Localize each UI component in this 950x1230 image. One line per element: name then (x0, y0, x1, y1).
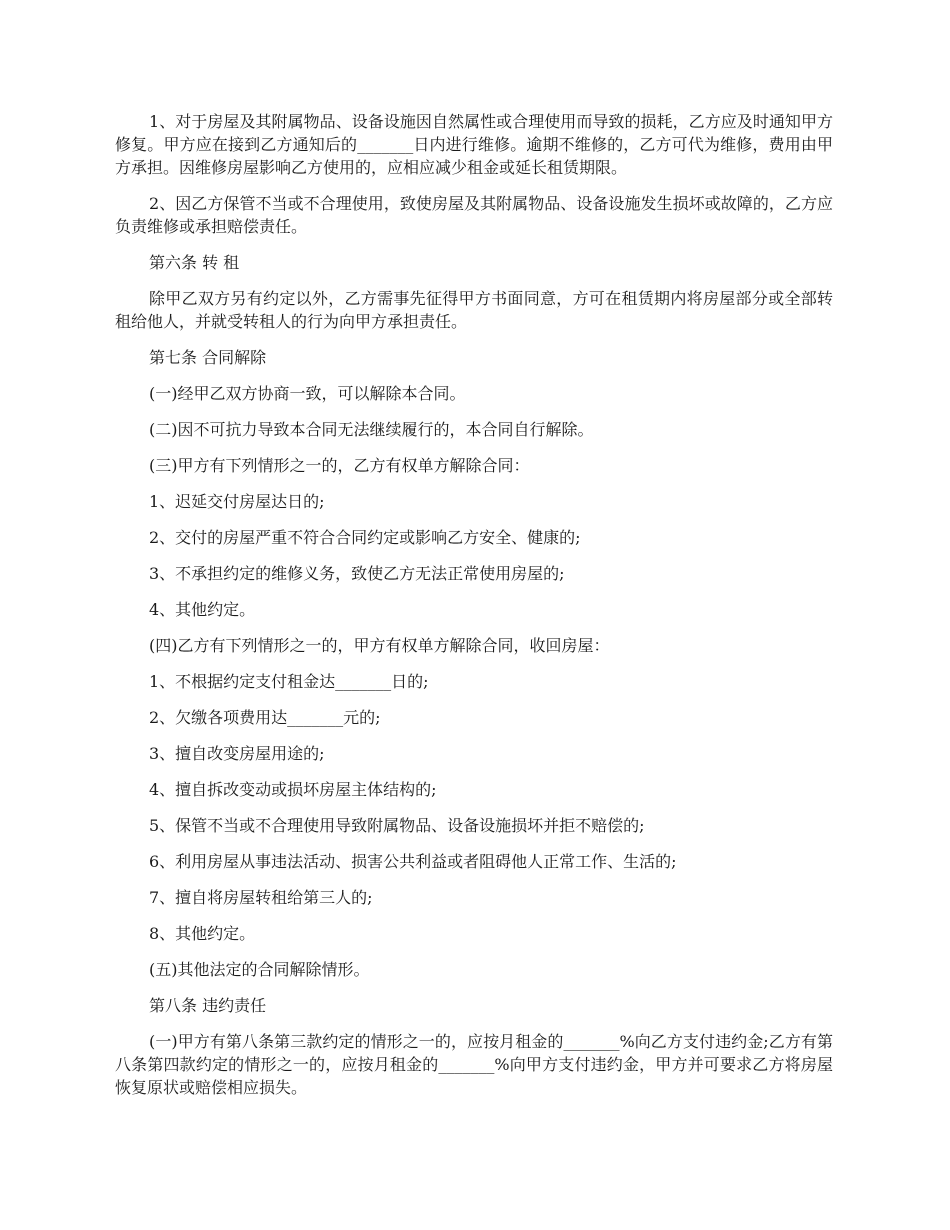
item-4-sub-8: 8、其他约定。 (149, 924, 256, 943)
item-3-sub-3: 3、不承担约定的维修义务，致使乙方无法正常使用房屋的; (149, 564, 565, 583)
article-6-body: 除甲乙双方另有约定以外，乙方需事先征得甲方书面同意，方可在租赁期内将房屋部分或全部转租给他人，并就受转租人的行为向甲方承担责任。 (115, 289, 833, 331)
article-7-item-1: (一)经甲乙双方协商一致，可以解除本合同。 (149, 384, 466, 403)
item-3-sub-4: 4、其他约定。 (149, 600, 256, 619)
article-7-item-4: (四)乙方有下列情形之一的，甲方有权单方解除合同，收回房屋： (149, 636, 610, 655)
article-6-heading: 第六条 转 租 (149, 253, 240, 272)
item-4-sub-2: 2、欠缴各项费用达_______元的; (149, 708, 381, 727)
article-7-item-5: (五)其他法定的合同解除情形。 (149, 960, 370, 979)
item-3-sub-2: 2、交付的房屋严重不符合合同约定或影响乙方安全、健康的; (149, 528, 581, 547)
article-7-item-2: (二)因不可抗力导致本合同无法继续履行的，本合同自行解除。 (149, 420, 594, 439)
article-7-heading: 第七条 合同解除 (149, 348, 267, 367)
item-3-sub-1: 1、迟延交付房屋达日的; (149, 492, 325, 511)
document-page (115, 110, 833, 1099)
clause-5-item-2: 2、因乙方保管不当或不合理使用，致使房屋及其附属物品、设备设施发生损坏或故障的，乙方应负责维修或承担赔偿责任。 (115, 194, 833, 236)
article-7-item-3: (三)甲方有下列情形之一的，乙方有权单方解除合同： (149, 456, 530, 475)
item-4-sub-5: 5、保管不当或不合理使用导致附属物品、设备设施损坏并拒不赔偿的; (149, 816, 645, 835)
article-8-item-1: (一)甲方有第八条第三款约定的情形之一的，应按月租金的_______%向乙方支付违约金;乙方有第八条第四款约定的情形之一的，应按月租金的_______%向甲方支付违约金，甲方并可要求乙方将房屋恢复原状或赔偿相应损失。 (115, 1032, 833, 1097)
item-4-sub-3: 3、擅自改变房屋用途的; (149, 744, 325, 763)
clause-5-item-1: 1、对于房屋及其附属物品、设备设施因自然属性或合理使用而导致的损耗，乙方应及时通知甲方修复。甲方应在接到乙方通知后的_______日内进行维修。逾期不维修的，乙方可代为维修，费用由甲方承担。因维修房屋影响乙方使用的，应相应减少租金或延长租赁期限。 (115, 112, 833, 177)
item-4-sub-1: 1、不根据约定支付租金达_______日的; (149, 672, 429, 691)
item-4-sub-7: 7、擅自将房屋转租给第三人的; (149, 888, 373, 907)
item-4-sub-6: 6、利用房屋从事违法活动、损害公共利益或者阻碍他人正常工作、生活的; (149, 852, 677, 871)
article-8-heading: 第八条 违约责任 (149, 996, 267, 1015)
item-4-sub-4: 4、擅自拆改变动或损坏房屋主体结构的; (149, 780, 437, 799)
